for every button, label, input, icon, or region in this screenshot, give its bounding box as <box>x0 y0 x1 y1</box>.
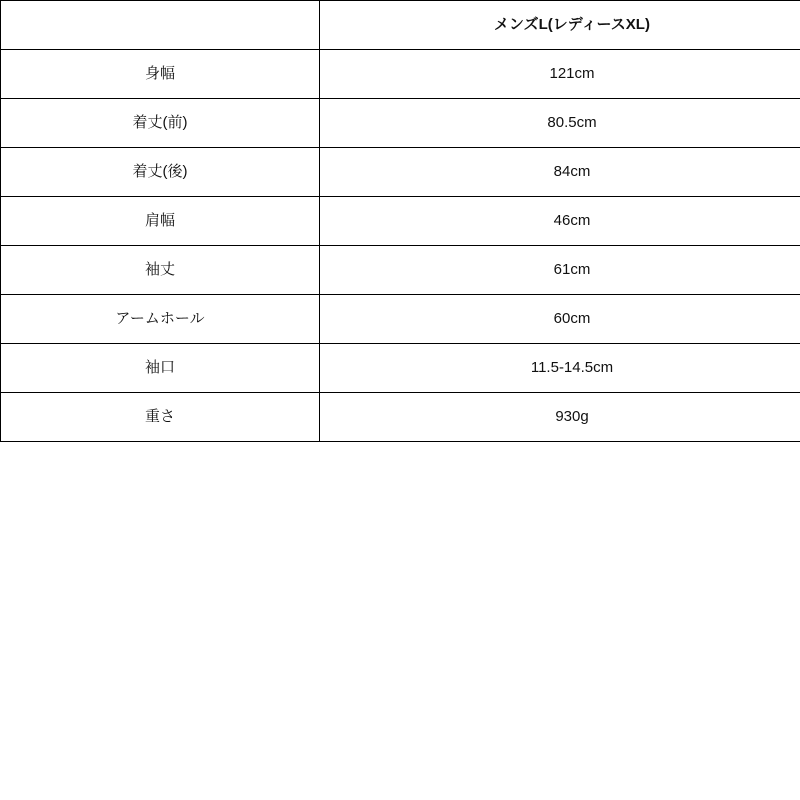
measurement-value: 80.5cm <box>320 99 800 148</box>
table-corner-cell <box>1 1 320 50</box>
table-row <box>1 99 800 148</box>
table-header-size: メンズL(レディースXL) <box>320 1 800 50</box>
table-row <box>1 295 800 344</box>
measurement-label: 袖口 <box>1 344 320 393</box>
table-row <box>1 148 800 197</box>
table-row <box>1 246 800 295</box>
measurement-label: 袖丈 <box>1 246 320 295</box>
measurement-value: 61cm <box>320 246 800 295</box>
measurement-value: 46cm <box>320 197 800 246</box>
table-row <box>1 197 800 246</box>
measurement-value: 121cm <box>320 50 800 99</box>
measurement-value: 11.5-14.5cm <box>320 344 800 393</box>
measurement-label: 肩幅 <box>1 197 320 246</box>
measurement-label: アームホール <box>1 295 320 344</box>
measurement-label: 着丈(後) <box>1 148 320 197</box>
measurement-label: 身幅 <box>1 50 320 99</box>
table-row <box>1 344 800 393</box>
measurement-label: 重さ <box>1 393 320 442</box>
measurement-value: 84cm <box>320 148 800 197</box>
measurement-value: 930g <box>320 393 800 442</box>
measurement-value: 60cm <box>320 295 800 344</box>
measurement-label: 着丈(前) <box>1 99 320 148</box>
table-row <box>1 50 800 99</box>
table-header-row <box>1 1 800 50</box>
table-row <box>1 393 800 442</box>
